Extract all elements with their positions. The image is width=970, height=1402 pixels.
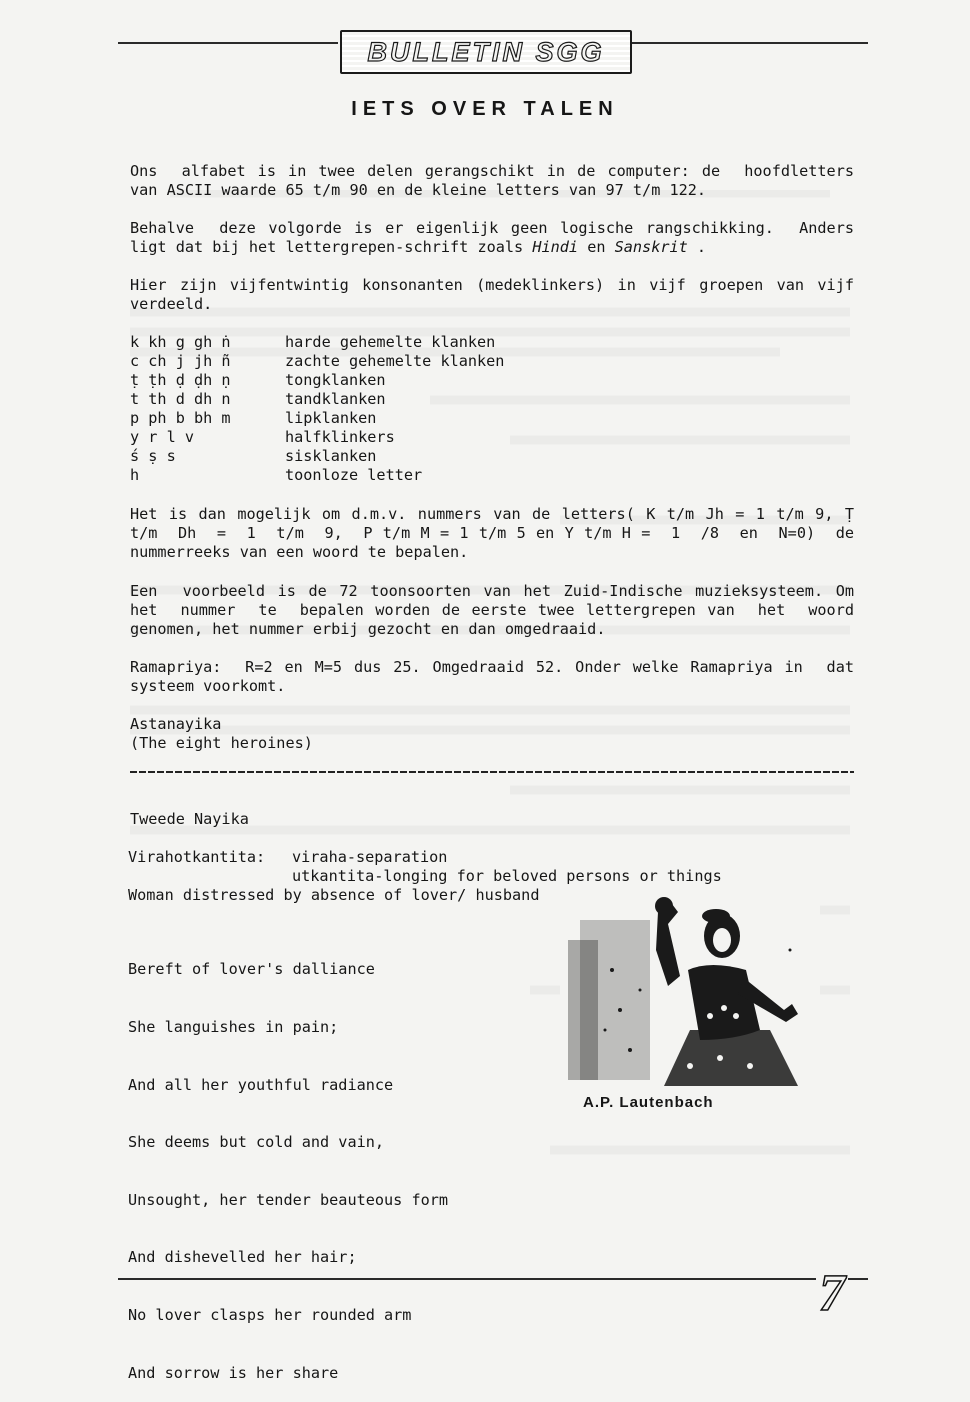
ramapriya-line-1: Ramapriya: R=2 en M=5 dus 25. Omgedraaid 52. Onder welke Ramapriya in dat (130, 658, 854, 676)
dancer-illustration (560, 890, 820, 1090)
consonant-letters-2: c ch j jh ñ (130, 352, 231, 370)
example-line-2: het nummer te bepalen worden de eerste twee lettergrepen van het woord (130, 601, 854, 619)
poem-line: Bereft of lover's dalliance (128, 960, 375, 979)
poem-line: She deems but cold and vain, (128, 1133, 385, 1152)
intro-line-4b: en (578, 238, 615, 256)
consonant-letters-5: p ph b bh m (130, 409, 231, 427)
poem-line: And all her youthful radiance (128, 1075, 394, 1094)
term-sanskrit: Sanskrit (614, 238, 688, 256)
term-hindi: Hindi (532, 238, 579, 256)
numbering-line-1: Het is dan mogelijk om d.m.v. nummers van de letters( K t/m Jh = 1 t/m 9, Ṭ (130, 505, 854, 523)
consonant-desc-5: lipklanken (285, 409, 377, 427)
poem-line: She languishes in pain; (128, 1018, 339, 1037)
virahotkantita-label: Virahotkantita: (128, 848, 266, 866)
masthead-logo: BULLETIN SGG (340, 30, 632, 74)
virahotkantita-line-2: utkantita-longing for beloved persons or things (292, 867, 722, 885)
intro-line-3: Behalve deze volgorde is er eigenlijk geen logische rangschikking. Anders (130, 219, 854, 237)
astanayika-title: Astanayika (130, 715, 222, 733)
article-headline: IETS OVER TALEN (351, 98, 619, 120)
author-signature: A.P. Lautenbach (583, 1094, 714, 1111)
astanayika-subtitle: (The eight heroines) (130, 734, 313, 752)
consonant-desc-8: toonloze letter (285, 466, 423, 484)
page-number: 7 (819, 1265, 845, 1322)
consonant-letters-6: y r l v (130, 428, 195, 446)
poem-line: And sorrow is her share (128, 1363, 339, 1382)
example-line-1: Een voorbeeld is de 72 toonsoorten van het Zuid-Indische muzieksysteem. Om (130, 582, 854, 600)
poem (128, 922, 448, 1402)
consonant-desc-2: zachte gehemelte klanken (285, 352, 505, 370)
numbering-line-3: nummerreeks van een woord te bepalen. (130, 543, 469, 561)
consonant-letters-1: k kh g gh ṅ (130, 333, 231, 351)
intro-line-5: Hier zijn vijfentwintig konsonanten (medeklinkers) in vijf groepen van vijf (130, 276, 854, 294)
intro-line-2: van ASCII waarde 65 t/m 90 en de kleine letters van 97 t/m 122. (130, 181, 707, 199)
poem-line: And dishevelled her hair; (128, 1248, 357, 1267)
consonant-desc-1: harde gehemelte klanken (285, 333, 496, 351)
ramapriya-line-2: systeem voorkomt. (130, 677, 286, 695)
intro-line-4 (130, 238, 854, 257)
woman-distressed-line: Woman distressed by absence of lover/ husband (128, 886, 540, 904)
poem-line: No lover clasps her rounded arm (128, 1306, 412, 1325)
consonant-desc-7: sisklanken (285, 447, 377, 465)
bottom-rule-right (848, 1278, 868, 1280)
intro-line-4a: ligt dat bij het lettergrepen-schrift zoals (130, 238, 533, 256)
intro-line-6: verdeeld. (130, 295, 213, 313)
virahotkantita-line-1: viraha-separation (292, 848, 448, 866)
numbering-line-2: t/m Dh = 1 t/m 9, P t/m M = 1 t/m 5 en Y t/m H = 1 /8 en N=0) de (130, 524, 854, 542)
consonant-desc-3: tongklanken (285, 371, 386, 389)
consonant-desc-4: tandklanken (285, 390, 386, 408)
bottom-rule (118, 1278, 816, 1280)
consonant-letters-7: ś ṣ s (130, 447, 176, 465)
top-rule-right (630, 42, 868, 44)
consonant-letters-3: ṭ ṭh ḍ ḍh ṇ (130, 371, 231, 389)
consonant-letters-4: t th d dh n (130, 390, 231, 408)
example-line-3: genomen, het nummer erbij gezocht en dan omgedraaid. (130, 620, 606, 638)
poem-line: Unsought, her tender beauteous form (128, 1190, 449, 1209)
intro-line-4c: . (687, 238, 707, 256)
tweede-nayika-heading: Tweede Nayika (130, 810, 249, 828)
dashed-divider (130, 771, 854, 773)
consonant-desc-6: halfklinkers (285, 428, 395, 446)
top-rule (118, 42, 338, 44)
intro-line-1: Ons alfabet is in twee delen gerangschikt in de computer: de hoofdletters (130, 162, 854, 180)
consonant-letters-8: h (130, 466, 140, 484)
